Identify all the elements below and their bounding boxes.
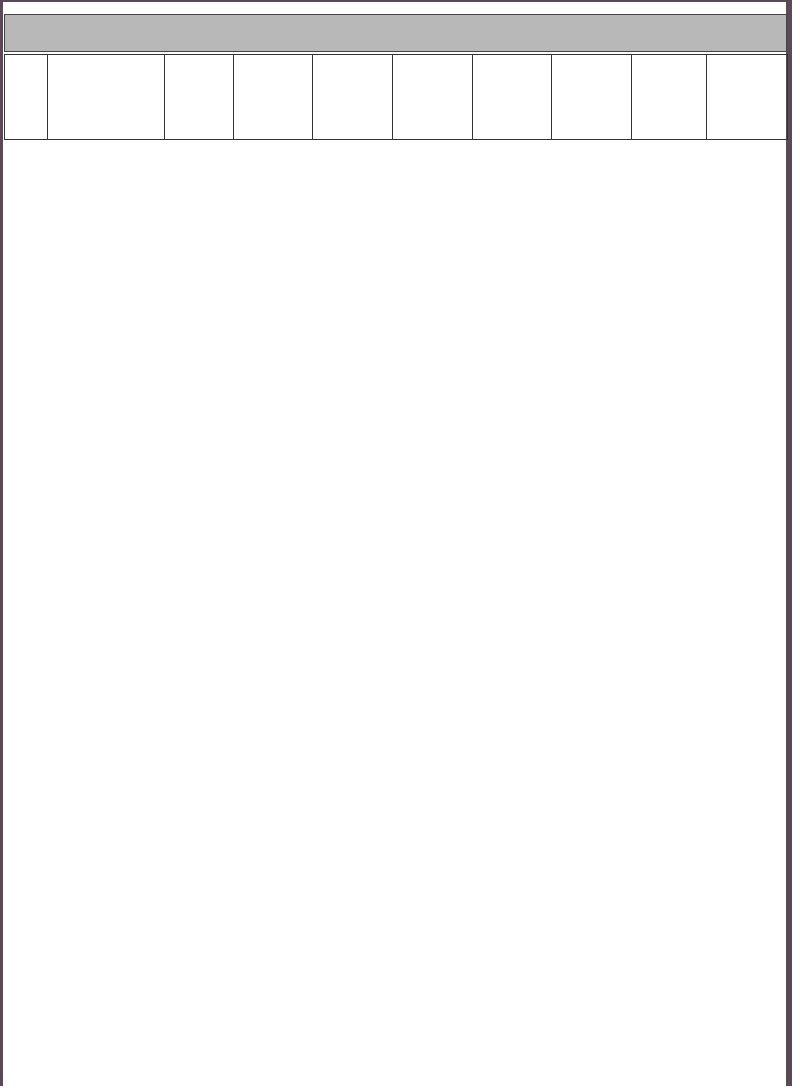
col-header-today-deaths: [552, 55, 632, 140]
header-row: [5, 55, 788, 140]
col-header-other-deaths: [707, 55, 788, 140]
col-header-district: [48, 55, 165, 140]
col-header-today-discharged: [313, 55, 393, 140]
district-statistics-table: [4, 54, 788, 140]
col-header-today-infected: [165, 55, 234, 140]
col-header-total-infected: [234, 55, 313, 140]
col-header-active-cases: [473, 55, 552, 140]
report-title: [4, 14, 787, 52]
col-header-total-discharged: [393, 55, 473, 140]
col-header-sno: [5, 55, 48, 140]
col-header-total-deaths: [632, 55, 707, 140]
